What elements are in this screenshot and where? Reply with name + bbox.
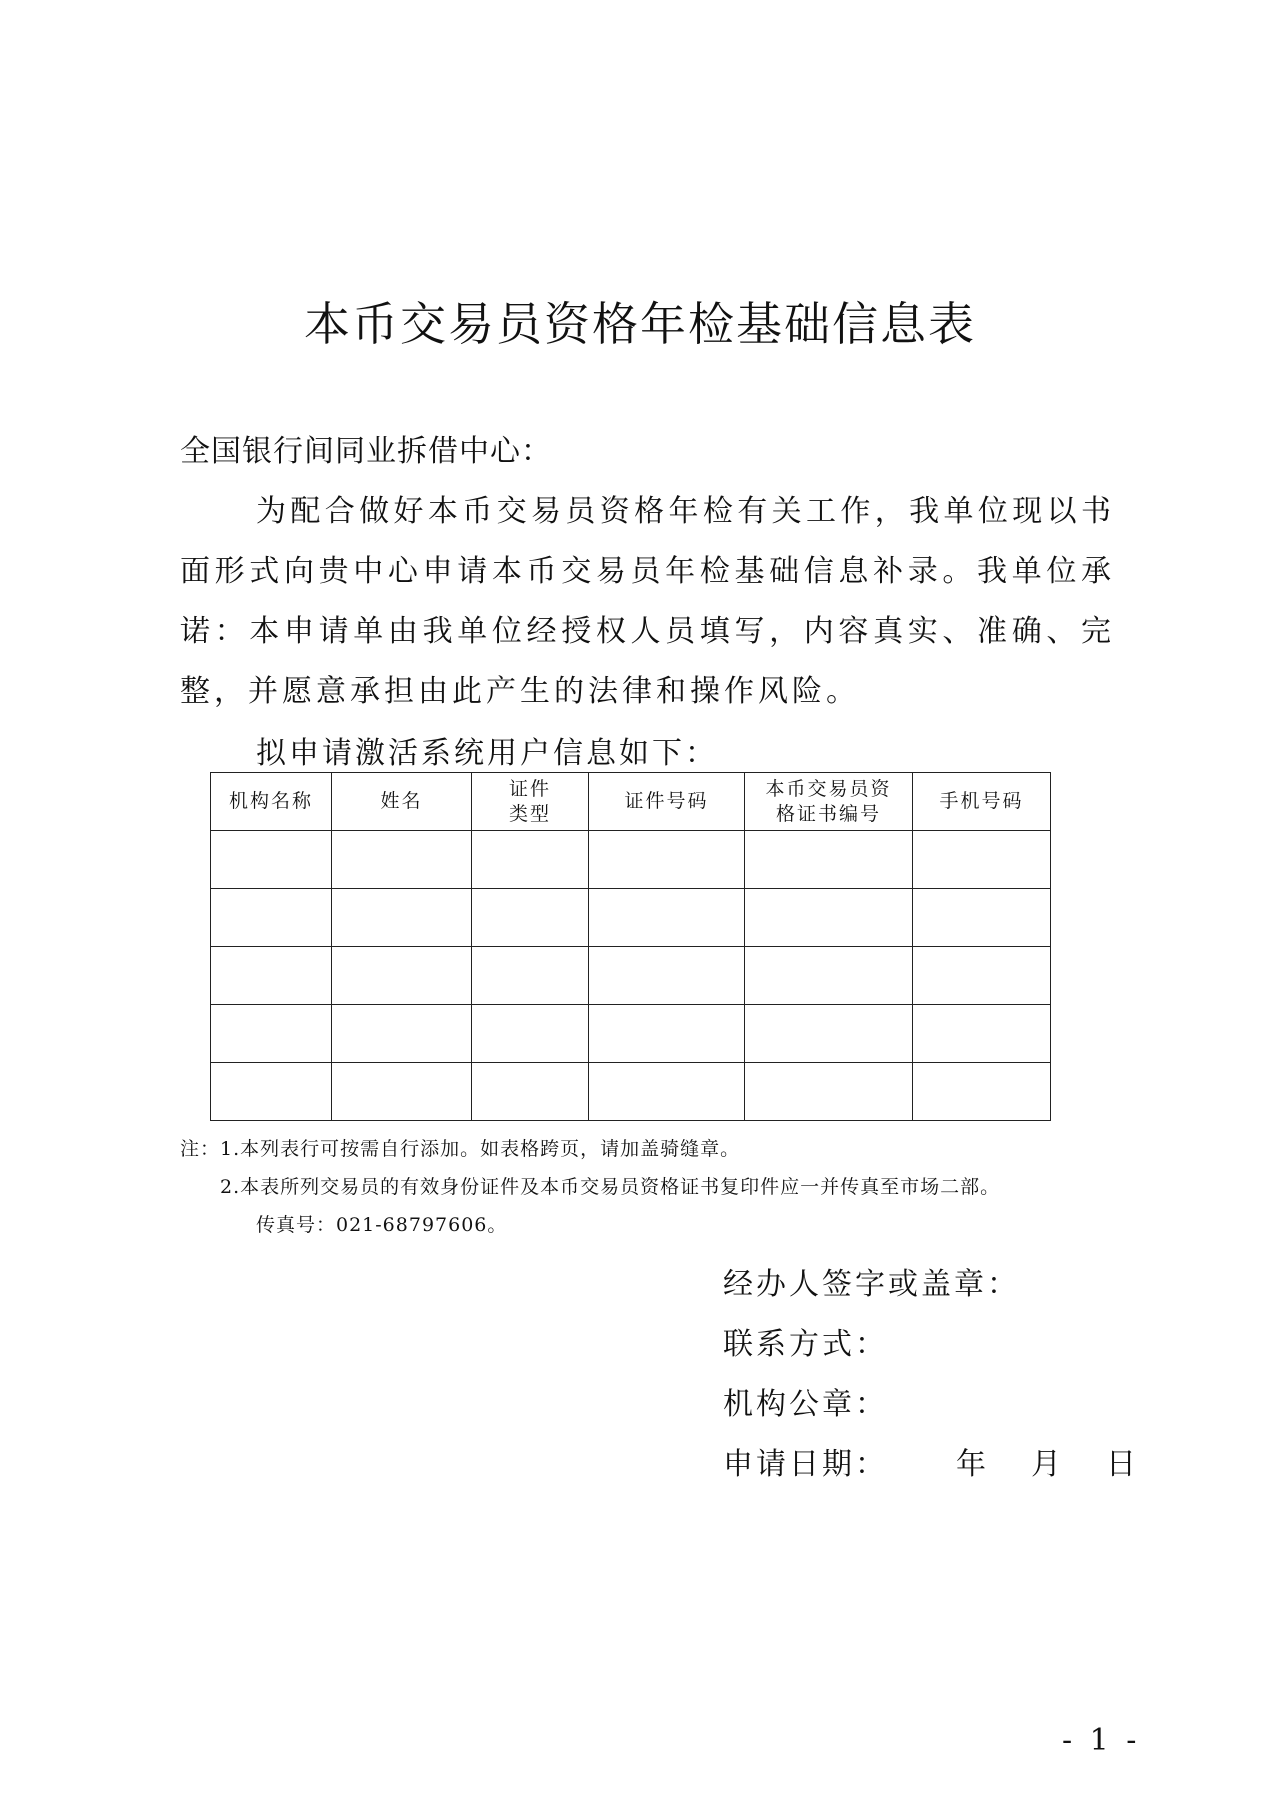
table-cell[interactable] <box>913 947 1051 1005</box>
table-cell[interactable] <box>589 947 745 1005</box>
table-intro: 拟申请激活系统用户信息如下： <box>256 736 718 771</box>
institution-seal-label: 机构公章： <box>723 1387 888 1422</box>
table-cell[interactable] <box>332 1063 472 1121</box>
date-month: 月 <box>1031 1447 1064 1482</box>
table-cell[interactable] <box>589 889 745 947</box>
table-cell[interactable] <box>745 1005 913 1063</box>
table-cell[interactable] <box>589 1063 745 1121</box>
table-cell[interactable] <box>913 1063 1051 1121</box>
table-cell[interactable] <box>745 947 913 1005</box>
fax-number: 传真号：021-68797606。 <box>256 1214 508 1236</box>
page-title: 本币交易员资格年检基础信息表 <box>304 297 976 351</box>
table-cell[interactable] <box>472 1063 589 1121</box>
date-year: 年 <box>956 1447 989 1482</box>
signature-block <box>723 1255 1139 1495</box>
table-cell[interactable] <box>913 1005 1051 1063</box>
table-cell[interactable] <box>211 889 332 947</box>
table-row <box>211 889 1051 947</box>
page-number: - 1 - <box>1062 1723 1141 1758</box>
handler-signature-label: 经办人签字或盖章： <box>723 1267 1020 1302</box>
table-row <box>211 1005 1051 1063</box>
column-header-id-type: 证件 类型 <box>472 773 589 831</box>
table-cell[interactable] <box>332 947 472 1005</box>
table-row <box>211 1063 1051 1121</box>
table-header-row <box>211 773 1051 831</box>
table-cell[interactable] <box>589 831 745 889</box>
user-info-table <box>210 772 1051 1121</box>
application-date <box>723 1435 1139 1495</box>
table-cell[interactable] <box>745 889 913 947</box>
notes-section <box>180 1130 1000 1244</box>
table-cell[interactable] <box>332 1005 472 1063</box>
column-header-institution: 机构名称 <box>211 773 332 831</box>
note-1: 注：1.本列表行可按需自行添加。如表格跨页，请加盖骑缝章。 <box>180 1138 741 1160</box>
table-cell[interactable] <box>332 831 472 889</box>
table-row <box>211 831 1051 889</box>
date-day: 日 <box>1106 1447 1139 1482</box>
body-paragraph: 为配合做好本币交易员资格年检有关工作，我单位现以书面形式向贵中心申请本币交易员年检基础信息补录。我单位承诺：本申请单由我单位经授权人员填写，内容真实、准确、完整，并愿意承担由此产生的法律和操作风险。 <box>180 494 1115 709</box>
column-header-mobile: 手机号码 <box>913 773 1051 831</box>
table-cell[interactable] <box>589 1005 745 1063</box>
table-cell[interactable] <box>913 831 1051 889</box>
table-cell[interactable] <box>211 1063 332 1121</box>
table-cell[interactable] <box>472 831 589 889</box>
date-label: 申请日期： <box>723 1447 888 1482</box>
table-cell[interactable] <box>913 889 1051 947</box>
table-cell[interactable] <box>332 889 472 947</box>
table-cell[interactable] <box>472 1005 589 1063</box>
table-cell[interactable] <box>745 831 913 889</box>
column-header-name: 姓名 <box>332 773 472 831</box>
table-cell[interactable] <box>745 1063 913 1121</box>
table-cell[interactable] <box>472 889 589 947</box>
table-row <box>211 947 1051 1005</box>
column-header-id-number: 证件号码 <box>589 773 745 831</box>
table-cell[interactable] <box>472 947 589 1005</box>
salutation: 全国银行间同业拆借中心： <box>180 434 552 469</box>
note-2: 2.本表所列交易员的有效身份证件及本币交易员资格证书复印件应一并传真至市场二部。 <box>220 1176 1001 1198</box>
column-header-certificate-number: 本币交易员资 格证书编号 <box>745 773 913 831</box>
contact-label: 联系方式： <box>723 1327 888 1362</box>
table-cell[interactable] <box>211 947 332 1005</box>
table-cell[interactable] <box>211 1005 332 1063</box>
table-cell[interactable] <box>211 831 332 889</box>
